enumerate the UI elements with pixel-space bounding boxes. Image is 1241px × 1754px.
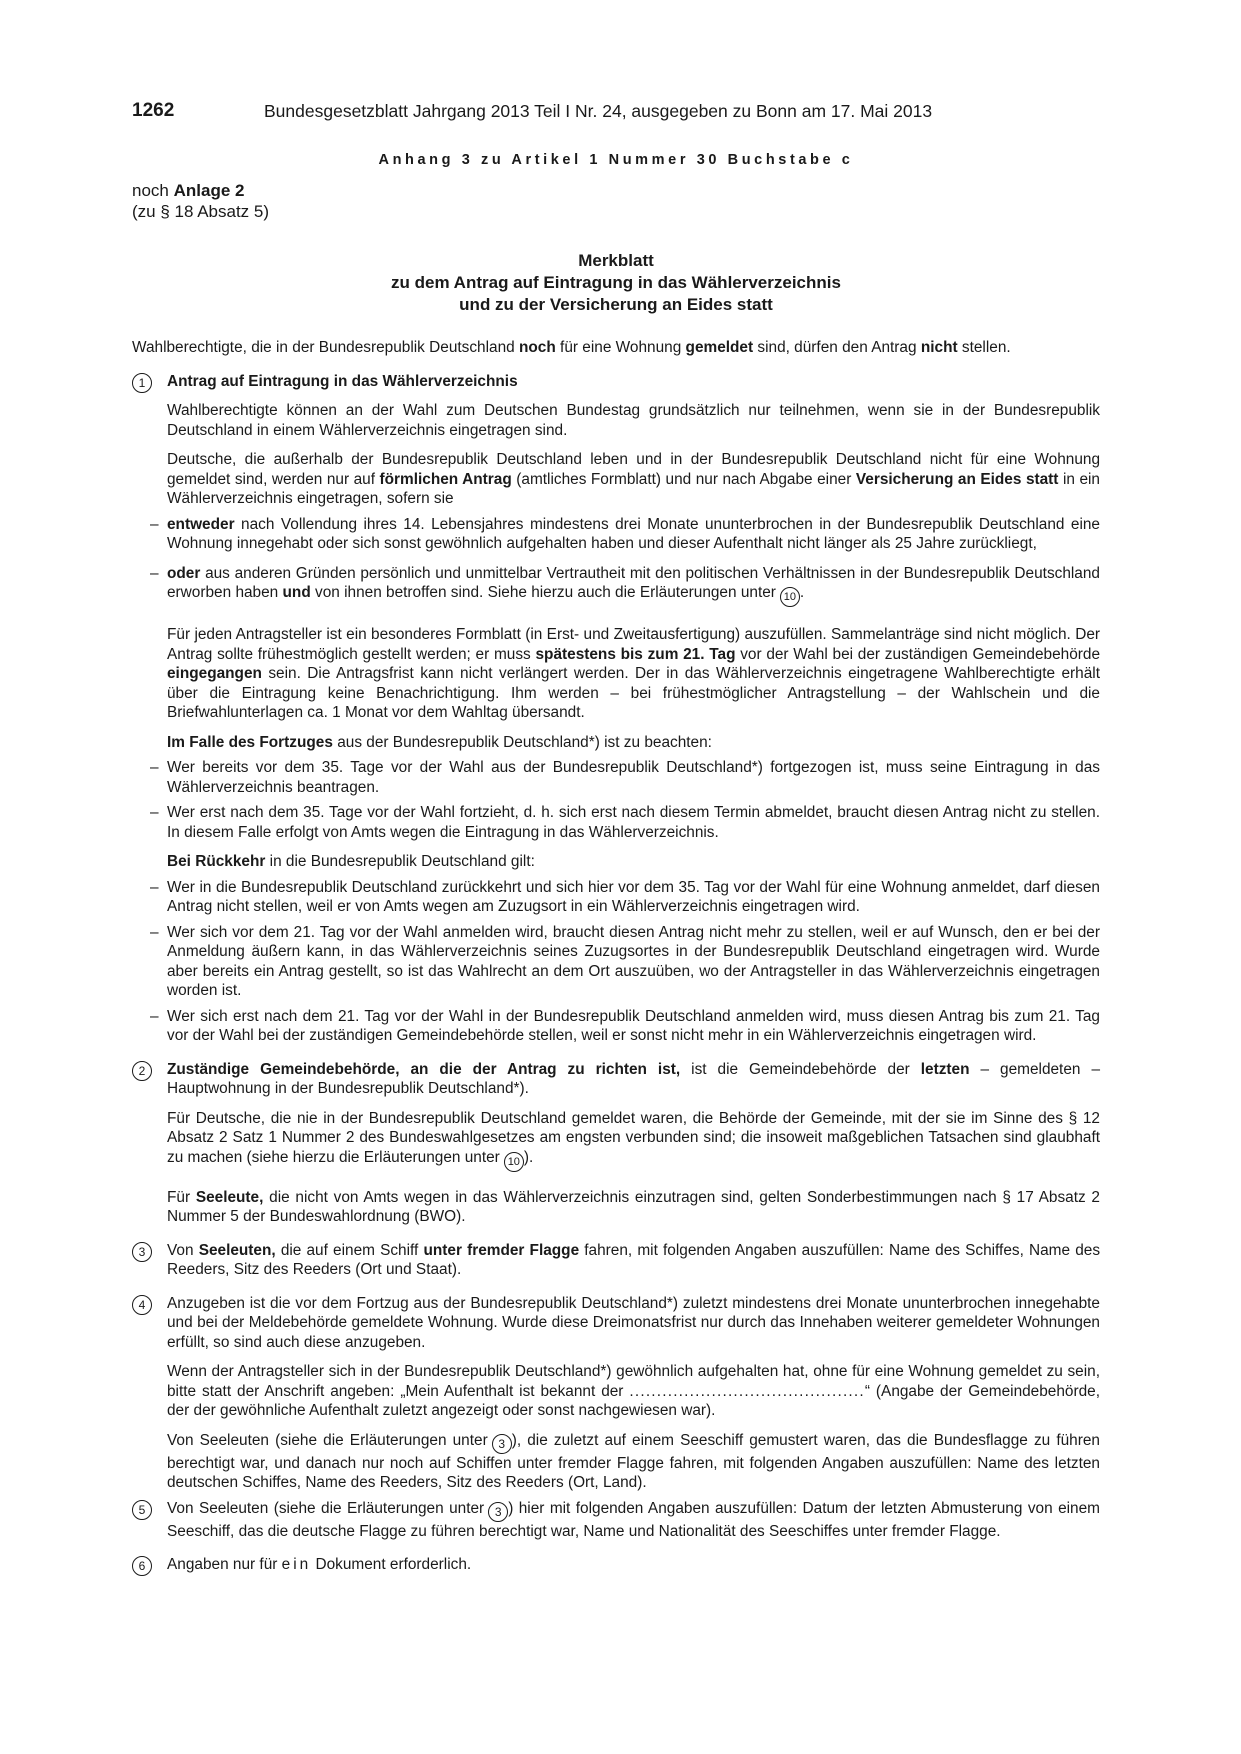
anlage-reference [132, 180, 1100, 222]
text: Deutsche, die außerhalb der Bundesrepublik Deutschland leben und in der Bundesrepublik Deutschland nicht für eine Wohnung gemeldet sind, werden nur auf [167, 451, 1100, 488]
list-item: – Wer in die Bundesrepublik Deutschland zurückkehrt und sich hier vor dem 35. Tag vor der Wahl für eine Wohnung anmeldet, darf diesen Antrag nicht stellen, weil er von Amts wegen am Zuzugsort in ein Wählerverzeichnis eingetragen wird. [150, 878, 1100, 915]
text: nach Vollendung ihres 14. Lebensjahres mindestens drei Monate ununterbrochen in der Bundesrepublik Deutschland eine Wohnung innegehabt oder sich sonst gewöhnlich aufgehalten haben und dieser Aufenthalt nicht länger als 25 Jahre zurückliegt, [167, 515, 1100, 552]
text: die auf einem Schiff [275, 1241, 424, 1259]
section-4-paragraph: Anzugeben ist die vor dem Fortzug aus der Bundesrepublik Deutschland*) zuletzt mindestens drei Monate ununterbrochen innegehabte und bei der Meldebehörde gemeldete Wohnung. Wurde diese Dreimonatsfrist nur durch das Innehaben weiterer gemeldeter Wohnungen erfüllt, so sind auch diese anzugeben. [167, 1294, 1100, 1351]
text: Wer sich erst nach dem 21. Tag vor der Wahl in der Bundesrepublik Deutschland anmelden wird, muss diesen Antrag bis zum 21. Tag vor der Wahl bei der zuständigen Gemeindebehörde stellen, weil er sonst nicht mehr in ein Wählerverzeichnis eingetragen wird. [167, 1007, 1100, 1044]
circled-number-6: 6 [132, 1556, 152, 1576]
list-item: – entweder nach Vollendung ihres 14. Lebensjahres mindestens drei Monate ununterbrochen in der Bundesrepublik Deutschland eine Wohnung innegehabt oder sich sonst gewöhnlich aufgehalten haben und dieser Aufenthalt nicht länger als 25 Jahre zurückliegt, [150, 515, 1100, 552]
text: in die Bundesrepublik Deutschland gilt: [265, 853, 535, 870]
text: die nicht von Amts wegen in das Wählerverzeichnis einzutragen sind, gelten Sonderbestimmungen nach § 17 Absatz 2 Nummer 5 der Bundeswahlordnung (BWO). [167, 1188, 1100, 1225]
circled-reference-10: 10 [780, 587, 800, 607]
section-5-paragraph [167, 1499, 1100, 1542]
text: Von Seeleuten (siehe die Erläuterungen unter [167, 1499, 485, 1517]
section-2-paragraph [167, 1188, 1100, 1227]
emphasis: Bei Rückkehr [167, 853, 266, 870]
text: Angaben nur für [167, 1556, 282, 1573]
list-item: – oder aus anderen Gründen persönlich und unmittelbar Vertrautheit mit den politischen Verhältnissen in der Bundesrepublik Deutschland erworben haben und von ihnen betroffen sind. Siehe hierzu auch die Erläuterungen unter 10 . [147, 564, 1100, 608]
circled-number-1: 1 [132, 373, 152, 393]
emphasis: Seeleute, [195, 1188, 264, 1206]
intro-emphasis: gemeldet [685, 339, 754, 356]
section-3 [132, 1241, 1100, 1280]
fill-in-dots: ........................................... [629, 1382, 865, 1400]
list-item: – Wer sich erst nach dem 21. Tag vor der Wahl in der Bundesrepublik Deutschland anmelden wird, muss diesen Antrag bis zum 21. Tag vor der Wahl bei der zuständigen Gemeindebehörde stellen, weil er sonst nicht mehr in ein Wählerverzeichnis eingetragen wird. [150, 1007, 1100, 1044]
list-item: – Wer sich vor dem 21. Tag vor der Wahl anmelden wird, braucht diesen Antrag nicht mehr zu stellen, weil er auf Wunsch, den er bei der Anmeldung äußern kann, in das Wählerverzeichnis seines Zuzugsortes in der Bundesrepublik Deutschland eingetragen wird. Wurde aber bereits ein Antrag gestellt, so ist das Wahlrecht an dem Ort auszuüben, wo der Antragsteller in das Wählerverzeichnis eingetragen worden ist. [150, 923, 1100, 999]
text: ), die zuletzt auf einem Seeschiff gemustert waren, das die Bundesflagge zu führen berechtigt war, und danach nur noch auf Schiffen unter fremder Flagge fahren, mit folgenden Angaben auszufüllen: Name des letzten deutschen Schiffes, Name des Reeders, Sitz des Reeders (Ort, Land). [167, 1431, 1100, 1491]
emphasis: spätestens bis zum 21. Tag [535, 645, 736, 663]
emphasis: entweder [167, 515, 235, 533]
text: ). [523, 1148, 534, 1166]
fortzug-heading [167, 733, 1100, 753]
text: von ihnen betroffen sind. Siehe hierzu auch die Erläuterungen unter [310, 584, 776, 601]
section-4-paragraph [167, 1362, 1100, 1421]
text: Wer erst nach dem 35. Tage vor der Wahl fortzieht, d. h. sich erst nach diesem Termin abmeldet, braucht diesen Antrag nicht zu stellen. In diesem Falle erfolgt von Amts wegen die Eintragung in das Wählerverzeichnis. [167, 804, 1100, 841]
intro-text: für eine Wohnung [555, 339, 686, 356]
section-1-heading: Antrag auf Eintragung in das Wählerverzeichnis [167, 372, 518, 390]
intro-text: sind, dürfen den Antrag [753, 339, 921, 356]
text: – gemeldeten – Hauptwohnung in der Bundesrepublik Deutschland*). [167, 1060, 1100, 1097]
circled-reference-10: 10 [504, 1152, 524, 1172]
title-line-1: Merkblatt [578, 251, 654, 270]
anlage-noch: noch [132, 181, 169, 200]
emphasis: Im Falle des Fortzuges [167, 733, 333, 751]
section-5 [132, 1499, 1100, 1542]
emphasis: letzten [920, 1060, 970, 1078]
fortzug-list [150, 758, 1100, 842]
emphasis: förmlichen Antrag [379, 470, 512, 488]
title-line-3: und zu der Versicherung an Eides statt [459, 295, 773, 314]
section-1 [132, 372, 1100, 1046]
text: (amtliches Formblatt) und nur nach Abgabe einer [511, 470, 856, 488]
text: sein. Die Antragsfrist kann nicht verlängert werden. Der in das Wählerverzeichnis eingetragene Wahlberechtigte erhält über die Eintragung keine Benachrichtigung. Ihm werden – bei frühestmöglicher Antragstellung – der Wahlschein und die Briefwahlunterlagen ca. 1 Monat vor dem Wahltag übersandt. [167, 665, 1100, 721]
text: “ (Angabe der Gemeindebehörde, der der gewöhnliche Aufenthalt zuletzt angezeigt oder sonst nachgewiesen war). [167, 1382, 1101, 1419]
list-item: – Wer erst nach dem 35. Tage vor der Wahl fortzieht, d. h. sich erst nach diesem Termin abmeldet, braucht diesen Antrag nicht zu stellen. In diesem Falle erfolgt von Amts wegen die Eintragung in das Wählerverzeichnis. [150, 804, 1100, 841]
text: Für Deutsche, die nie in der Bundesrepublik Deutschland gemeldet waren, die Behörde der Gemeinde, mit der sie im Sinne des § 12 Absatz 2 Satz 1 Nummer 2 des Bundeswahlgesetzes am engsten verbunden sind; die insoweit maßgeblichen Tatsachen sind glaubhaft zu machen (siehe hierzu die Erläuterungen unter [167, 1109, 1100, 1166]
intro-text: stellen. [957, 339, 1011, 356]
emphasis: und [282, 584, 311, 601]
title-line-2: zu dem Antrag auf Eintragung in das Wählerverzeichnis [391, 273, 841, 292]
section-3-paragraph [167, 1241, 1100, 1280]
section-2-paragraph [167, 1060, 1100, 1099]
emphasis: unter fremder Flagge [423, 1241, 580, 1259]
circled-number-3: 3 [132, 1242, 152, 1262]
text: Für [167, 1188, 196, 1206]
text: Wenn der Antragsteller sich in der Bundesrepublik Deutschland*) gewöhnlich aufgehalten hat, ohne für eine Wohnung gemeldet zu sein, bitte statt der Anschrift angeben: „Mein Aufenthalt ist bekannt der [167, 1363, 1100, 1400]
text: fahren, mit folgenden Angaben auszufüllen: Name des Schiffes, Name des Reeders, Sitz des Reeders (Ort und Staat). [167, 1241, 1101, 1278]
text: Dokument erforderlich. [311, 1556, 472, 1573]
anhang-heading: Anhang 3 zu Artikel 1 Nummer 30 Buchstabe c [378, 152, 854, 168]
intro-paragraph [132, 338, 1100, 358]
text: vor der Wahl bei der zuständigen Gemeindebehörde [735, 645, 1101, 663]
section-1-paragraph [167, 625, 1100, 723]
spaced-emphasis: ein [281, 1556, 312, 1573]
circled-reference-3: 3 [488, 1502, 508, 1522]
section-6 [132, 1555, 1100, 1575]
condition-list [150, 515, 1100, 608]
text: in ein Wählerverzeichnis eingetragen, sofern sie [167, 470, 1100, 507]
emphasis: eingegangen [167, 665, 262, 682]
circled-number-4: 4 [132, 1295, 152, 1315]
text: aus der Bundesrepublik Deutschland*) ist zu beachten: [332, 733, 712, 751]
text: Wer sich vor dem 21. Tag vor der Wahl anmelden wird, braucht diesen Antrag nicht mehr zu stellen, weil er auf Wunsch, den er bei der Anmeldung äußern kann, in das Wählerverzeichnis seines Zuzugsortes in der Bundesrepublik Deutschland eingetragen wird. Wurde aber bereits ein Antrag gestellt, so ist das Wahlrecht an dem Ort auszuüben, wo der Antragsteller in das Wählerverzeichnis eingetragen worden ist. [167, 923, 1100, 999]
intro-emphasis: nicht [920, 339, 958, 356]
section-1-paragraph: Wahlberechtigte können an der Wahl zum Deutschen Bundestag grundsätzlich nur teilnehmen, wenn sie in der Bundesrepublik Deutschland in einem Wählerverzeichnis eingetragen sind. [167, 402, 1100, 439]
circled-number-2: 2 [132, 1061, 152, 1081]
section-2-paragraph [167, 1109, 1100, 1172]
text: aus anderen Gründen persönlich und unmittelbar Vertrautheit mit den politischen Verhältnissen in der Bundesrepublik Deutschland erworben haben [167, 564, 1100, 601]
text: Von [167, 1241, 199, 1259]
list-item: – Wer bereits vor dem 35. Tage vor der Wahl aus der Bundesrepublik Deutschland*) fortgezogen ist, muss seine Eintragung in das Wählerverzeichnis beantragen. [150, 759, 1100, 796]
page-number: 1262 [132, 100, 175, 121]
emphasis: Seeleuten, [198, 1241, 276, 1259]
text: . [799, 584, 805, 601]
rueckkehr-list [150, 878, 1100, 1046]
text: Wer bereits vor dem 35. Tage vor der Wahl aus der Bundesrepublik Deutschland*) fortgezogen ist, muss seine Eintragung in das Wählerverzeichnis beantragen. [167, 759, 1100, 796]
section-6-paragraph [167, 1555, 1100, 1575]
anlage-paragraph-ref: (zu § 18 Absatz 5) [132, 202, 270, 221]
page-header [132, 100, 1100, 134]
rueckkehr-heading [167, 852, 1100, 872]
circled-number-5: 5 [132, 1500, 152, 1520]
text: Von Seeleuten (siehe die Erläuterungen unter [167, 1431, 488, 1449]
emphasis: Versicherung an Eides statt [855, 470, 1059, 488]
text: ist die Gemeindebehörde der [680, 1060, 921, 1078]
text: Wer in die Bundesrepublik Deutschland zurückkehrt und sich hier vor dem 35. Tag vor der Wahl für eine Wohnung anmeldet, darf diesen Antrag nicht stellen, weil er von Amts wegen am Zuzugsort in ein Wählerverzeichnis eingetragen wird. [167, 878, 1100, 915]
anlage-name: Anlage 2 [173, 181, 245, 200]
emphasis: oder [167, 564, 201, 582]
document-page [132, 100, 1100, 1575]
section-4-paragraph [167, 1431, 1100, 1493]
section-2 [132, 1060, 1100, 1227]
emphasis: Zuständige Gemeindebehörde, an die der Antrag zu richten ist, [167, 1060, 681, 1078]
text: ) hier mit folgenden Angaben auszufüllen: Datum der letzten Abmusterung von einem Seeschiff, das die deutsche Flagge zu führen berechtigt war, Name und Nationalität des Seeschiffes unter fremder Flagge. [167, 1499, 1100, 1540]
running-title: Bundesgesetzblatt Jahrgang 2013 Teil I Nr. 24, ausgegeben zu Bonn am 17. Mai 2013 [264, 101, 933, 121]
section-1-paragraph [167, 450, 1100, 509]
intro-emphasis: noch [519, 339, 556, 356]
circled-reference-3: 3 [492, 1434, 512, 1454]
intro-text: Wahlberechtigte, die in der Bundesrepublik Deutschland [132, 339, 519, 356]
text: Für jeden Antragsteller ist ein besonderes Formblatt (in Erst- und Zweitausfertigung) auszufüllen. Sammelanträge sind nicht möglich. Der Antrag sollte frühestmöglich gestellt werden; er muss [167, 626, 1100, 663]
section-4 [132, 1294, 1100, 1493]
document-title [132, 250, 1100, 316]
